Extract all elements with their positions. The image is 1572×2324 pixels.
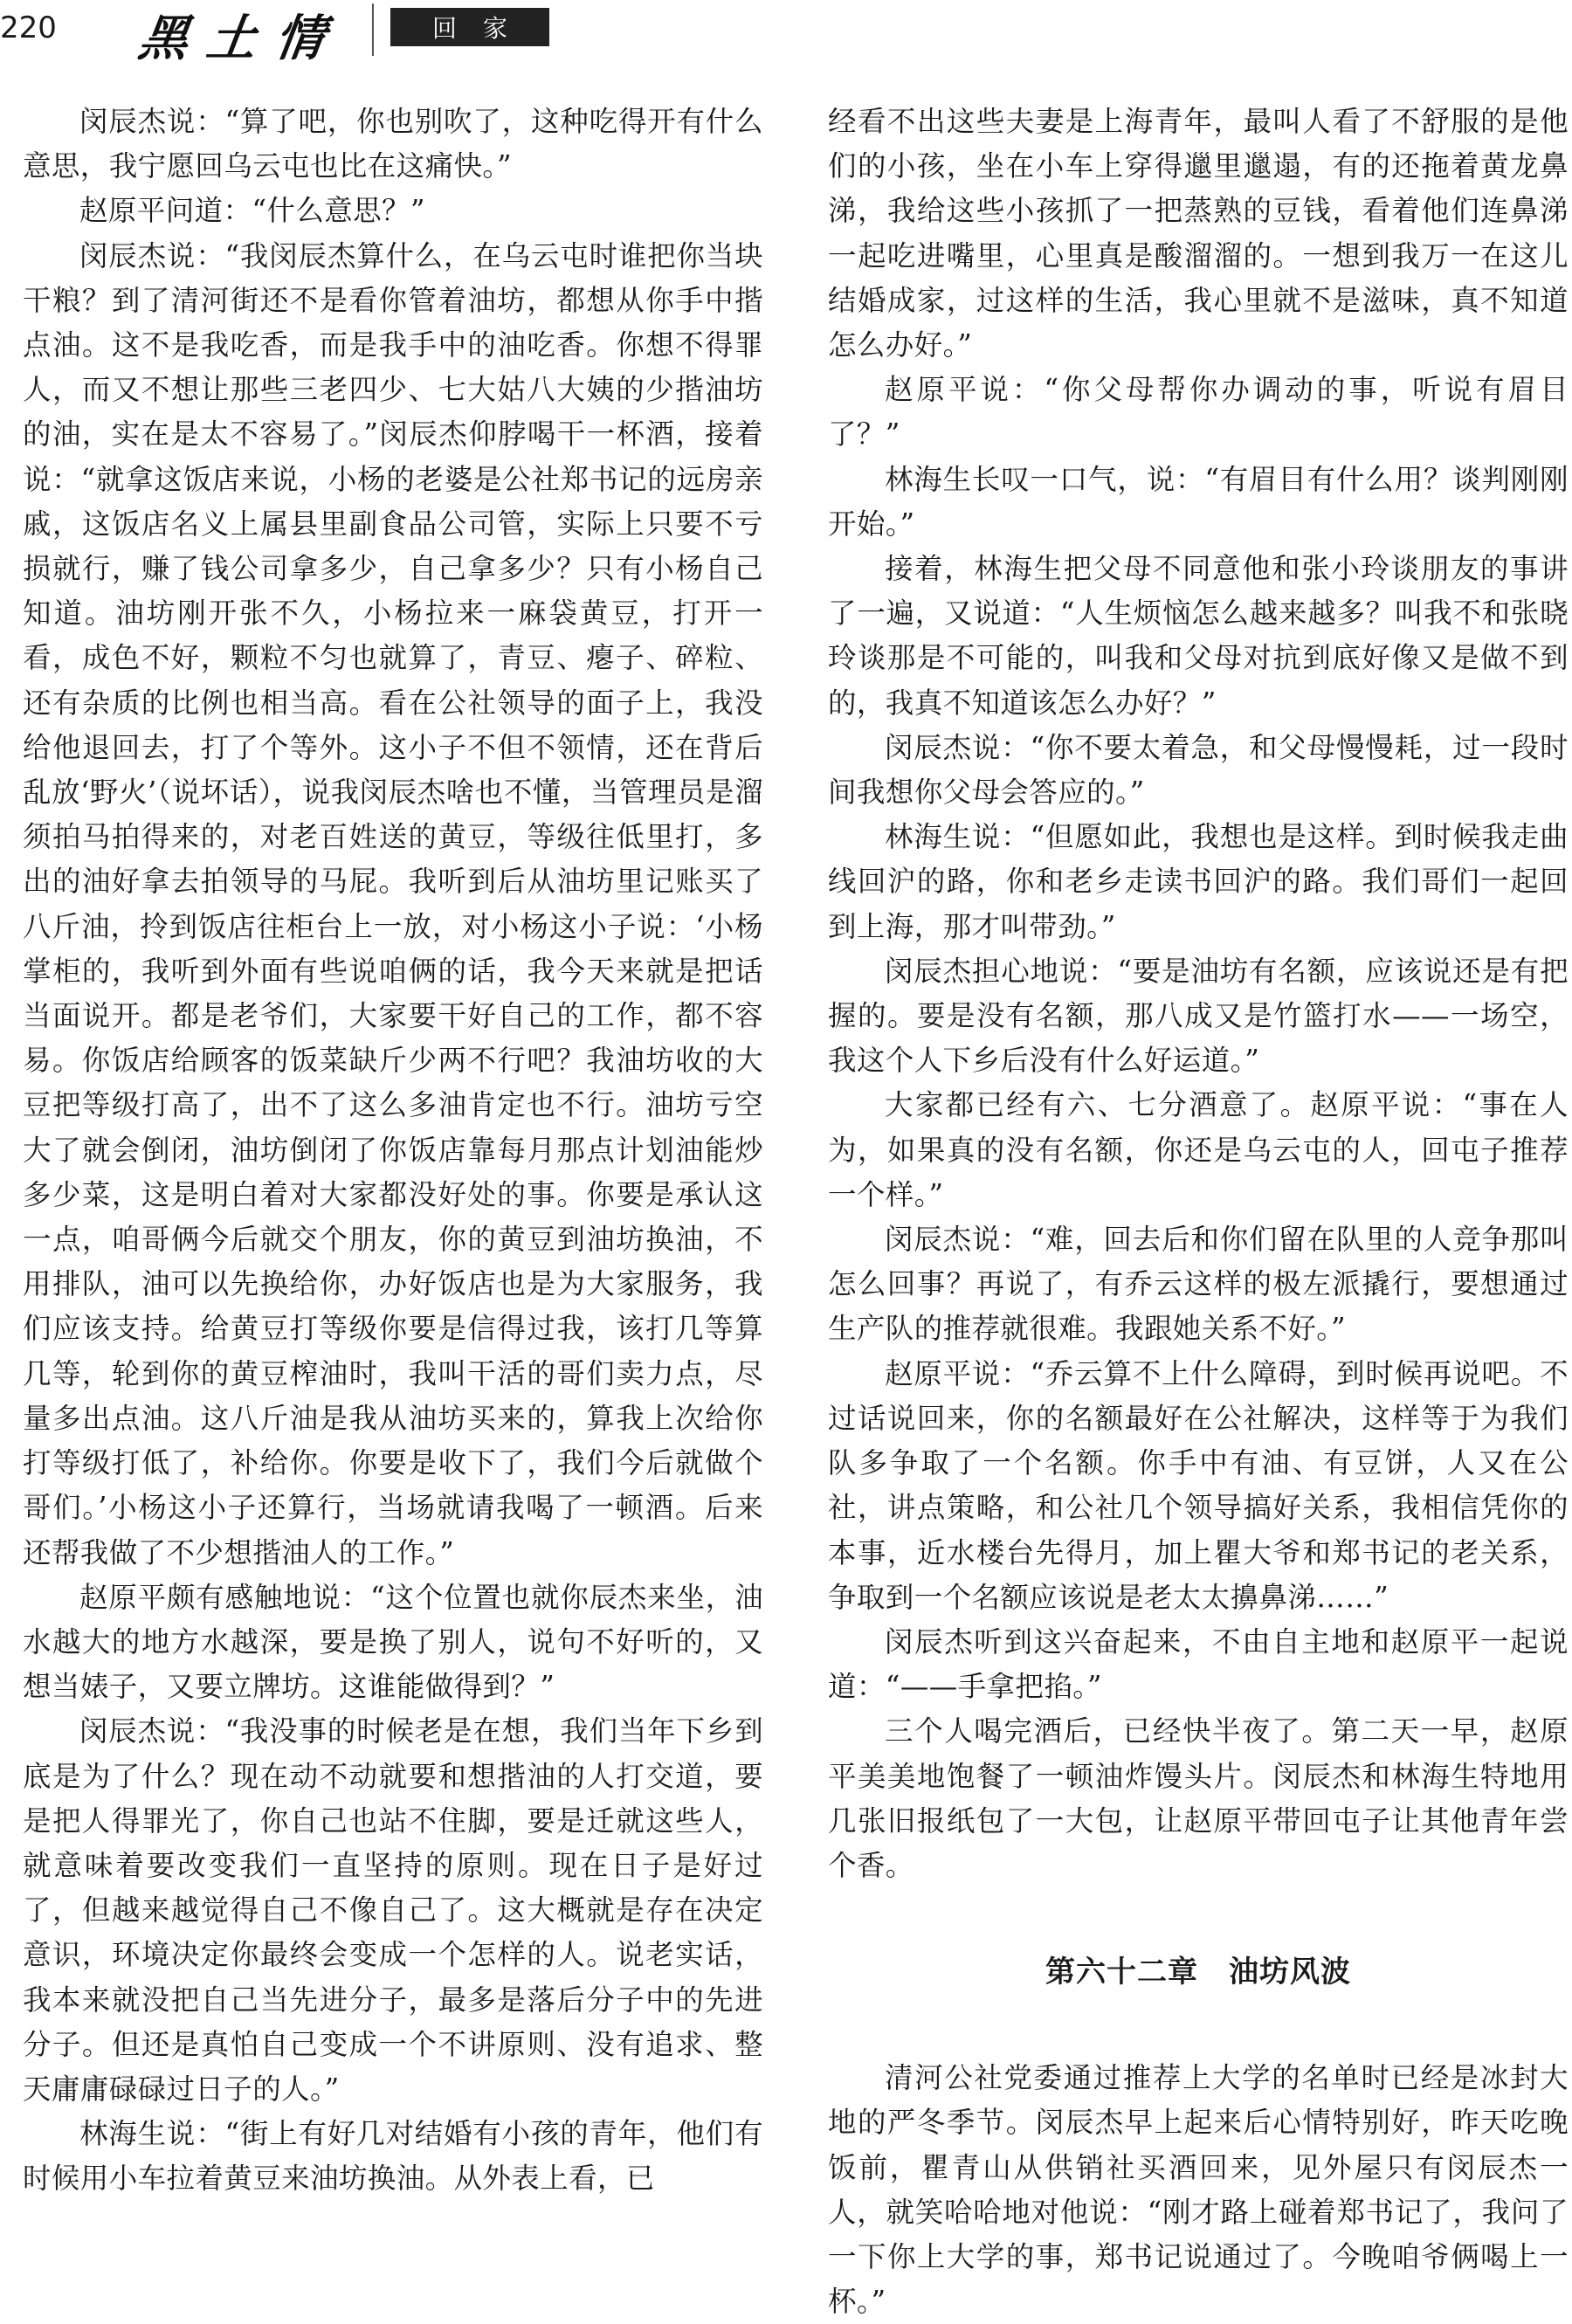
paragraph: 林海生长叹一口气，说：“有眉目有什么用？谈判刚刚开始。” xyxy=(828,462,1569,541)
header-divider xyxy=(372,3,374,56)
left-column xyxy=(23,100,763,2239)
paragraph: 接着，林海生把父母不同意他和张小玲谈朋友的事讲了一遍，又说道：“人生烦恼怎么越来越多？叫我不和张晓玲谈那是不可能的，叫我和父母对抗到底好像又是做不到的，我真不知道该怎么办好？” xyxy=(828,552,1569,720)
paragraph: 闵辰杰听到这兴奋起来，不由自主地和赵原平一起说道：“——手拿把掐。” xyxy=(828,1624,1569,1704)
paragraph: 闵辰杰说：“你不要太着急，和父母慢慢耗，过一段时间我想你父母会答应的。” xyxy=(828,730,1569,810)
chapter-title: 第六十二章 油坊风波 xyxy=(1045,1955,1351,1990)
magazine-title: 黑土情 xyxy=(134,10,348,67)
paragraph: 闵辰杰说：“算了吧，你也别吹了，这种吃得开有什么意思，我宁愿回乌云屯也比在这痛快。” xyxy=(23,105,763,183)
paragraph: 清河公社党委通过推荐上大学的名单时已经是冰封大地的严冬季节。闵辰杰早上起来后心情特别好，昨天吃晚饭前，瞿青山从供销社买酒回来，见外屋只有闵辰杰一人，就笑哈哈地对他说：“刚才路上碰着郑书记了，我问了一下你上大学的事，郑书记说通过了。今晚咱爷俩喝上一杯。” xyxy=(828,2061,1569,2319)
paragraph: 闵辰杰说：“我没事的时候老是在想，我们当年下乡到底是为了什么？现在动不动就要和想揩油的人打交道，要是把人得罪光了，你自己也站不住脚，要是迁就这些人，就意味着要改变我们一直坚持的原则。现在日子是好过了，但越来越觉得自己不像自己了。这大概就是存在决定意识，环境决定你最终会变成一个怎样的人。说老实话，我本来就没把自己当先进分子，最多是落后分子中的先进分子。但还是真怕自己变成一个不讲原则、没有追求、整天庸庸碌碌过日子的人。” xyxy=(23,1714,763,2106)
page-header xyxy=(0,0,1572,67)
paragraph: 林海生说：“街上有好几对结婚有小孩的青年，他们有时候用小车拉着黄豆来油坊换油。从外表上看，已 xyxy=(23,2117,763,2196)
right-column xyxy=(828,100,1569,2319)
paragraph: 经看不出这些夫妻是上海青年，最叫人看了不舒服的是他们的小孩，坐在小车上穿得邋里邋遢，有的还拖着黄龙鼻涕，我给这些小孩抓了一把蒸熟的豆钱，看着他们连鼻涕一起吃进嘴里，心里真是酸溜溜的。一想到我万一在这儿结婚成家，过这样的生活，我心里就不是滋味，真不知道怎么办好。” xyxy=(828,105,1569,362)
right-column-chapter xyxy=(828,2056,1569,2324)
right-column-story xyxy=(828,100,1569,1888)
paragraph: 林海生说：“但愿如此，我想也是这样。到时候我走曲线回沪的路，你和老乡走读书回沪的路。我们哥们一起回到上海，那才叫带劲。” xyxy=(828,820,1569,943)
paragraph: 闵辰杰担心地说：“要是油坊有名额，应该说还是有把握的。要是没有名额，那八成又是竹篮打水——一场空，我这个人下乡后没有什么好运道。” xyxy=(828,954,1569,1078)
paragraph: 赵原平颇有感触地说：“这个位置也就你辰杰来坐，油水越大的地方水越深，要是换了别人，说句不好听的，又想当婊子，又要立牌坊。这谁能做得到？” xyxy=(23,1580,763,1704)
paragraph: 大家都已经有六、七分酒意了。赵原平说：“事在人为，如果真的没有名额，你还是乌云屯的人，回屯子推荐一个样。” xyxy=(828,1088,1569,1211)
page-number: 220 xyxy=(0,10,57,45)
paragraph: 赵原平说：“乔云算不上什么障碍，到时候再说吧。不过话说回来，你的名额最好在公社解决，这样等于为我们队多争取了一个名额。你手中有油、有豆饼，人又在公社，讲点策略，和公社几个领导搞好关系，我相信凭你的本事，近水楼台先得月，加上瞿大爷和郑书记的老关系，争取到一个名额应该说是老太太擤鼻涕……” xyxy=(828,1356,1569,1614)
section-tag: 回家 xyxy=(390,8,549,46)
paragraph: 赵原平问道：“什么意思？” xyxy=(79,194,425,228)
paragraph: 闵辰杰说：“我闵辰杰算什么，在乌云屯时谁把你当块干粮？到了清河街还不是看你管着油坊，都想从你手中揩点油。这不是我吃香，而是我手中的油吃香。你想不得罪人，而又不想让那些三老四少、七大姑八大姨的少揩油坊的油，实在是太不容易了。”闵辰杰仰脖喝干一杯酒，接着说：“就拿这饭店来说，小杨的老婆是公社郑书记的远房亲戚，这饭店名义上属县里副食品公司管，实际上只要不亏损就行，赚了钱公司拿多少，自己拿多少？只有小杨自己知道。油坊刚开张不久，小杨拉来一麻袋黄豆，打开一看，成色不好，颗粒不匀也就算了，青豆、瘪子、碎粒、还有杂质的比例也相当高。看在公社领导的面子上，我没给他退回去，打了个等外。这小子不但不领情，还在背后乱放‘野火’（说坏话），说我闵辰杰啥也不懂，当管理员是溜须拍马拍得来的，对老百姓送的黄豆，等级往低里打，多出的油好拿去拍领导的马屁。我听到后从油坊里记账买了八斤油，拎到饭店往柜台上一放，对小杨这小子说：‘小杨掌柜的，我听到外面有些说咱俩的话，我今天来就是把话当面说开。都是老爷们，大家要干好自己的工作，都不容易。你饭店给顾客的饭菜缺斤少两不行吧？我油坊收的大豆把等级打高了，出不了这么多油肯定也不行。油坊亏空大了就会倒闭，油坊倒闭了你饭店靠每月那点计划油能炒多少菜，这是明白着对大家都没好处的事。你要是承认这一点，咱哥俩今后就交个朋友，你的黄豆到油坊换油，不用排队，油可以先换给你，办好饭店也是为大家服务，我们应该支持。给黄豆打等级你要是信得过我，该打几等算几等，轮到你的黄豆榨油时，我叫干活的哥们卖力点，尽量多出点油。这八斤油是我从油坊买来的，算我上次给你打等级打低了，补给你。你要是收下了，我们今后就做个哥们。’小杨这小子还算行，当场就请我喝了一顿酒。后来还帮我做了不少想揩油人的工作。” xyxy=(23,238,763,1569)
paragraph: 赵原平说：“你父母帮你办调动的事，听说有眉目了？” xyxy=(828,373,1569,452)
paragraph: 三个人喝完酒后，已经快半夜了。第二天一早，赵原平美美地饱餐了一顿油炸馒头片。闵辰杰和林海生特地用几张旧报纸包了一大包，让赵原平带回屯子让其他青年尝个香。 xyxy=(828,1714,1569,1882)
paragraph: 闵辰杰说：“难，回去后和你们留在队里的人竞争那叫怎么回事？再说了，有乔云这样的极左派撬行，要想通过生产队的推荐就很难。我跟她关系不好。” xyxy=(828,1223,1569,1346)
